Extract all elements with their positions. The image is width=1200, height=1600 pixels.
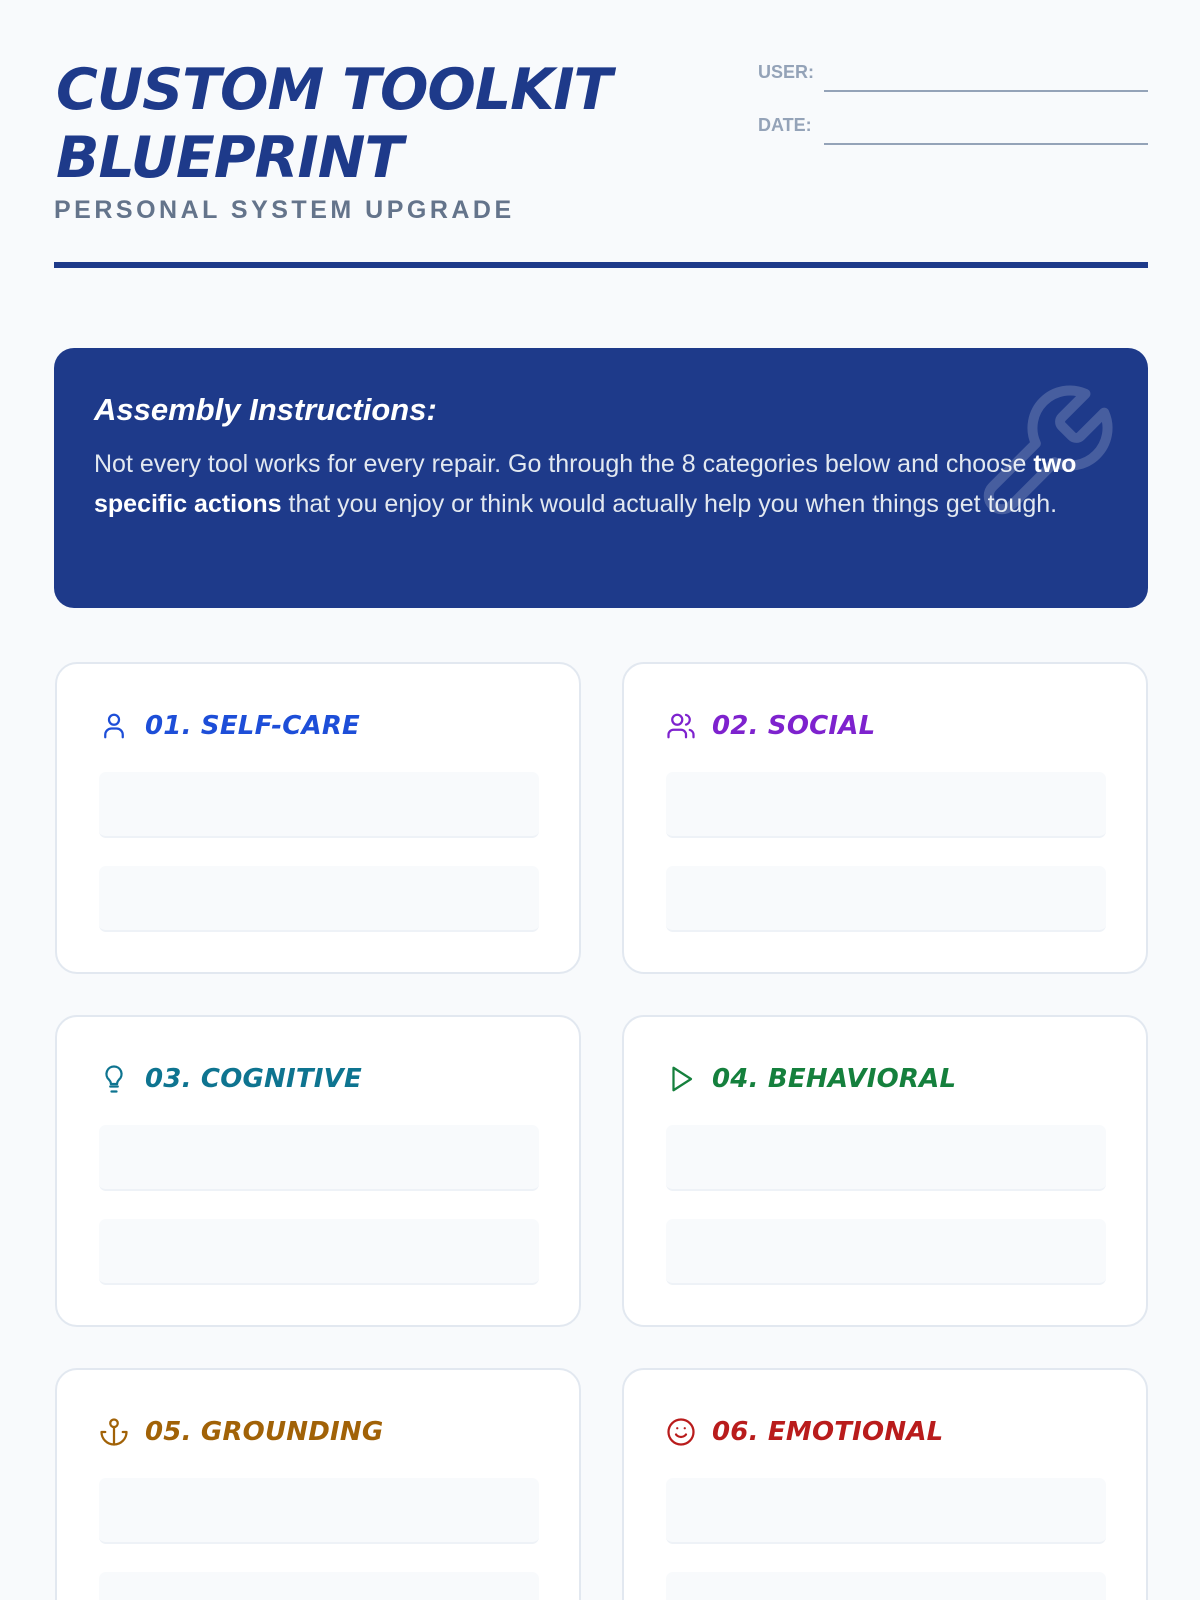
action-slot-2[interactable] bbox=[666, 1572, 1106, 1600]
instructions-text-start: Not every tool works for every repair. Go through the 8 categories below and choose bbox=[94, 450, 1034, 478]
category-header bbox=[99, 708, 360, 744]
action-slot-2[interactable] bbox=[99, 1219, 539, 1285]
action-slot-1[interactable] bbox=[666, 1478, 1106, 1544]
category-header bbox=[99, 1061, 362, 1097]
action-slot-1[interactable] bbox=[99, 1125, 539, 1191]
wrench-icon bbox=[970, 378, 1120, 528]
category-card-emotional bbox=[622, 1368, 1148, 1600]
smile-icon bbox=[666, 1417, 696, 1447]
person-icon bbox=[99, 711, 129, 741]
category-header bbox=[99, 1414, 383, 1450]
category-card-grounding bbox=[55, 1368, 581, 1600]
page-subtitle: PERSONAL SYSTEM UPGRADE bbox=[54, 196, 515, 224]
action-slot-1[interactable] bbox=[666, 772, 1106, 838]
category-header bbox=[666, 1061, 956, 1097]
anchor-icon bbox=[99, 1417, 129, 1447]
category-header bbox=[666, 708, 875, 744]
instructions-title: Assembly Instructions: bbox=[94, 392, 437, 427]
category-card-self-care bbox=[55, 662, 581, 974]
play-icon bbox=[666, 1064, 696, 1094]
lightbulb-icon bbox=[99, 1064, 129, 1094]
category-title: 03. COGNITIVE bbox=[145, 1064, 362, 1094]
instructions-panel bbox=[54, 348, 1148, 608]
category-header bbox=[666, 1414, 943, 1450]
action-slot-2[interactable] bbox=[666, 866, 1106, 932]
user-field[interactable] bbox=[758, 56, 1148, 96]
users-icon bbox=[666, 711, 696, 741]
category-card-cognitive bbox=[55, 1015, 581, 1327]
action-slot-1[interactable] bbox=[99, 772, 539, 838]
instructions-text bbox=[94, 444, 1104, 524]
date-field[interactable] bbox=[758, 109, 1148, 149]
user-input-line[interactable] bbox=[824, 90, 1148, 92]
action-slot-1[interactable] bbox=[99, 1478, 539, 1544]
action-slot-2[interactable] bbox=[666, 1219, 1106, 1285]
category-title: 02. SOCIAL bbox=[712, 711, 876, 741]
instructions-text-bold: two specific actions bbox=[94, 450, 1077, 518]
user-label: USER: bbox=[758, 62, 815, 82]
action-slot-1[interactable] bbox=[666, 1125, 1106, 1191]
page-header bbox=[54, 56, 1148, 268]
category-title: 06. EMOTIONAL bbox=[712, 1417, 944, 1447]
category-title: 04. BEHAVIORAL bbox=[712, 1064, 957, 1094]
category-card-behavioral bbox=[622, 1015, 1148, 1327]
page-title: CUSTOM TOOLKIT BLUEPRINT bbox=[56, 57, 612, 191]
action-slot-2[interactable] bbox=[99, 866, 539, 932]
action-slot-2[interactable] bbox=[99, 1572, 539, 1600]
category-title: 05. GROUNDING bbox=[145, 1417, 384, 1447]
date-input-line[interactable] bbox=[824, 143, 1148, 145]
category-card-social bbox=[622, 662, 1148, 974]
date-label: DATE: bbox=[758, 115, 812, 135]
category-title: 01. SELF-CARE bbox=[145, 711, 361, 741]
instructions-text-end: that you enjoy or think would actually help you when things get tough. bbox=[281, 490, 1058, 518]
